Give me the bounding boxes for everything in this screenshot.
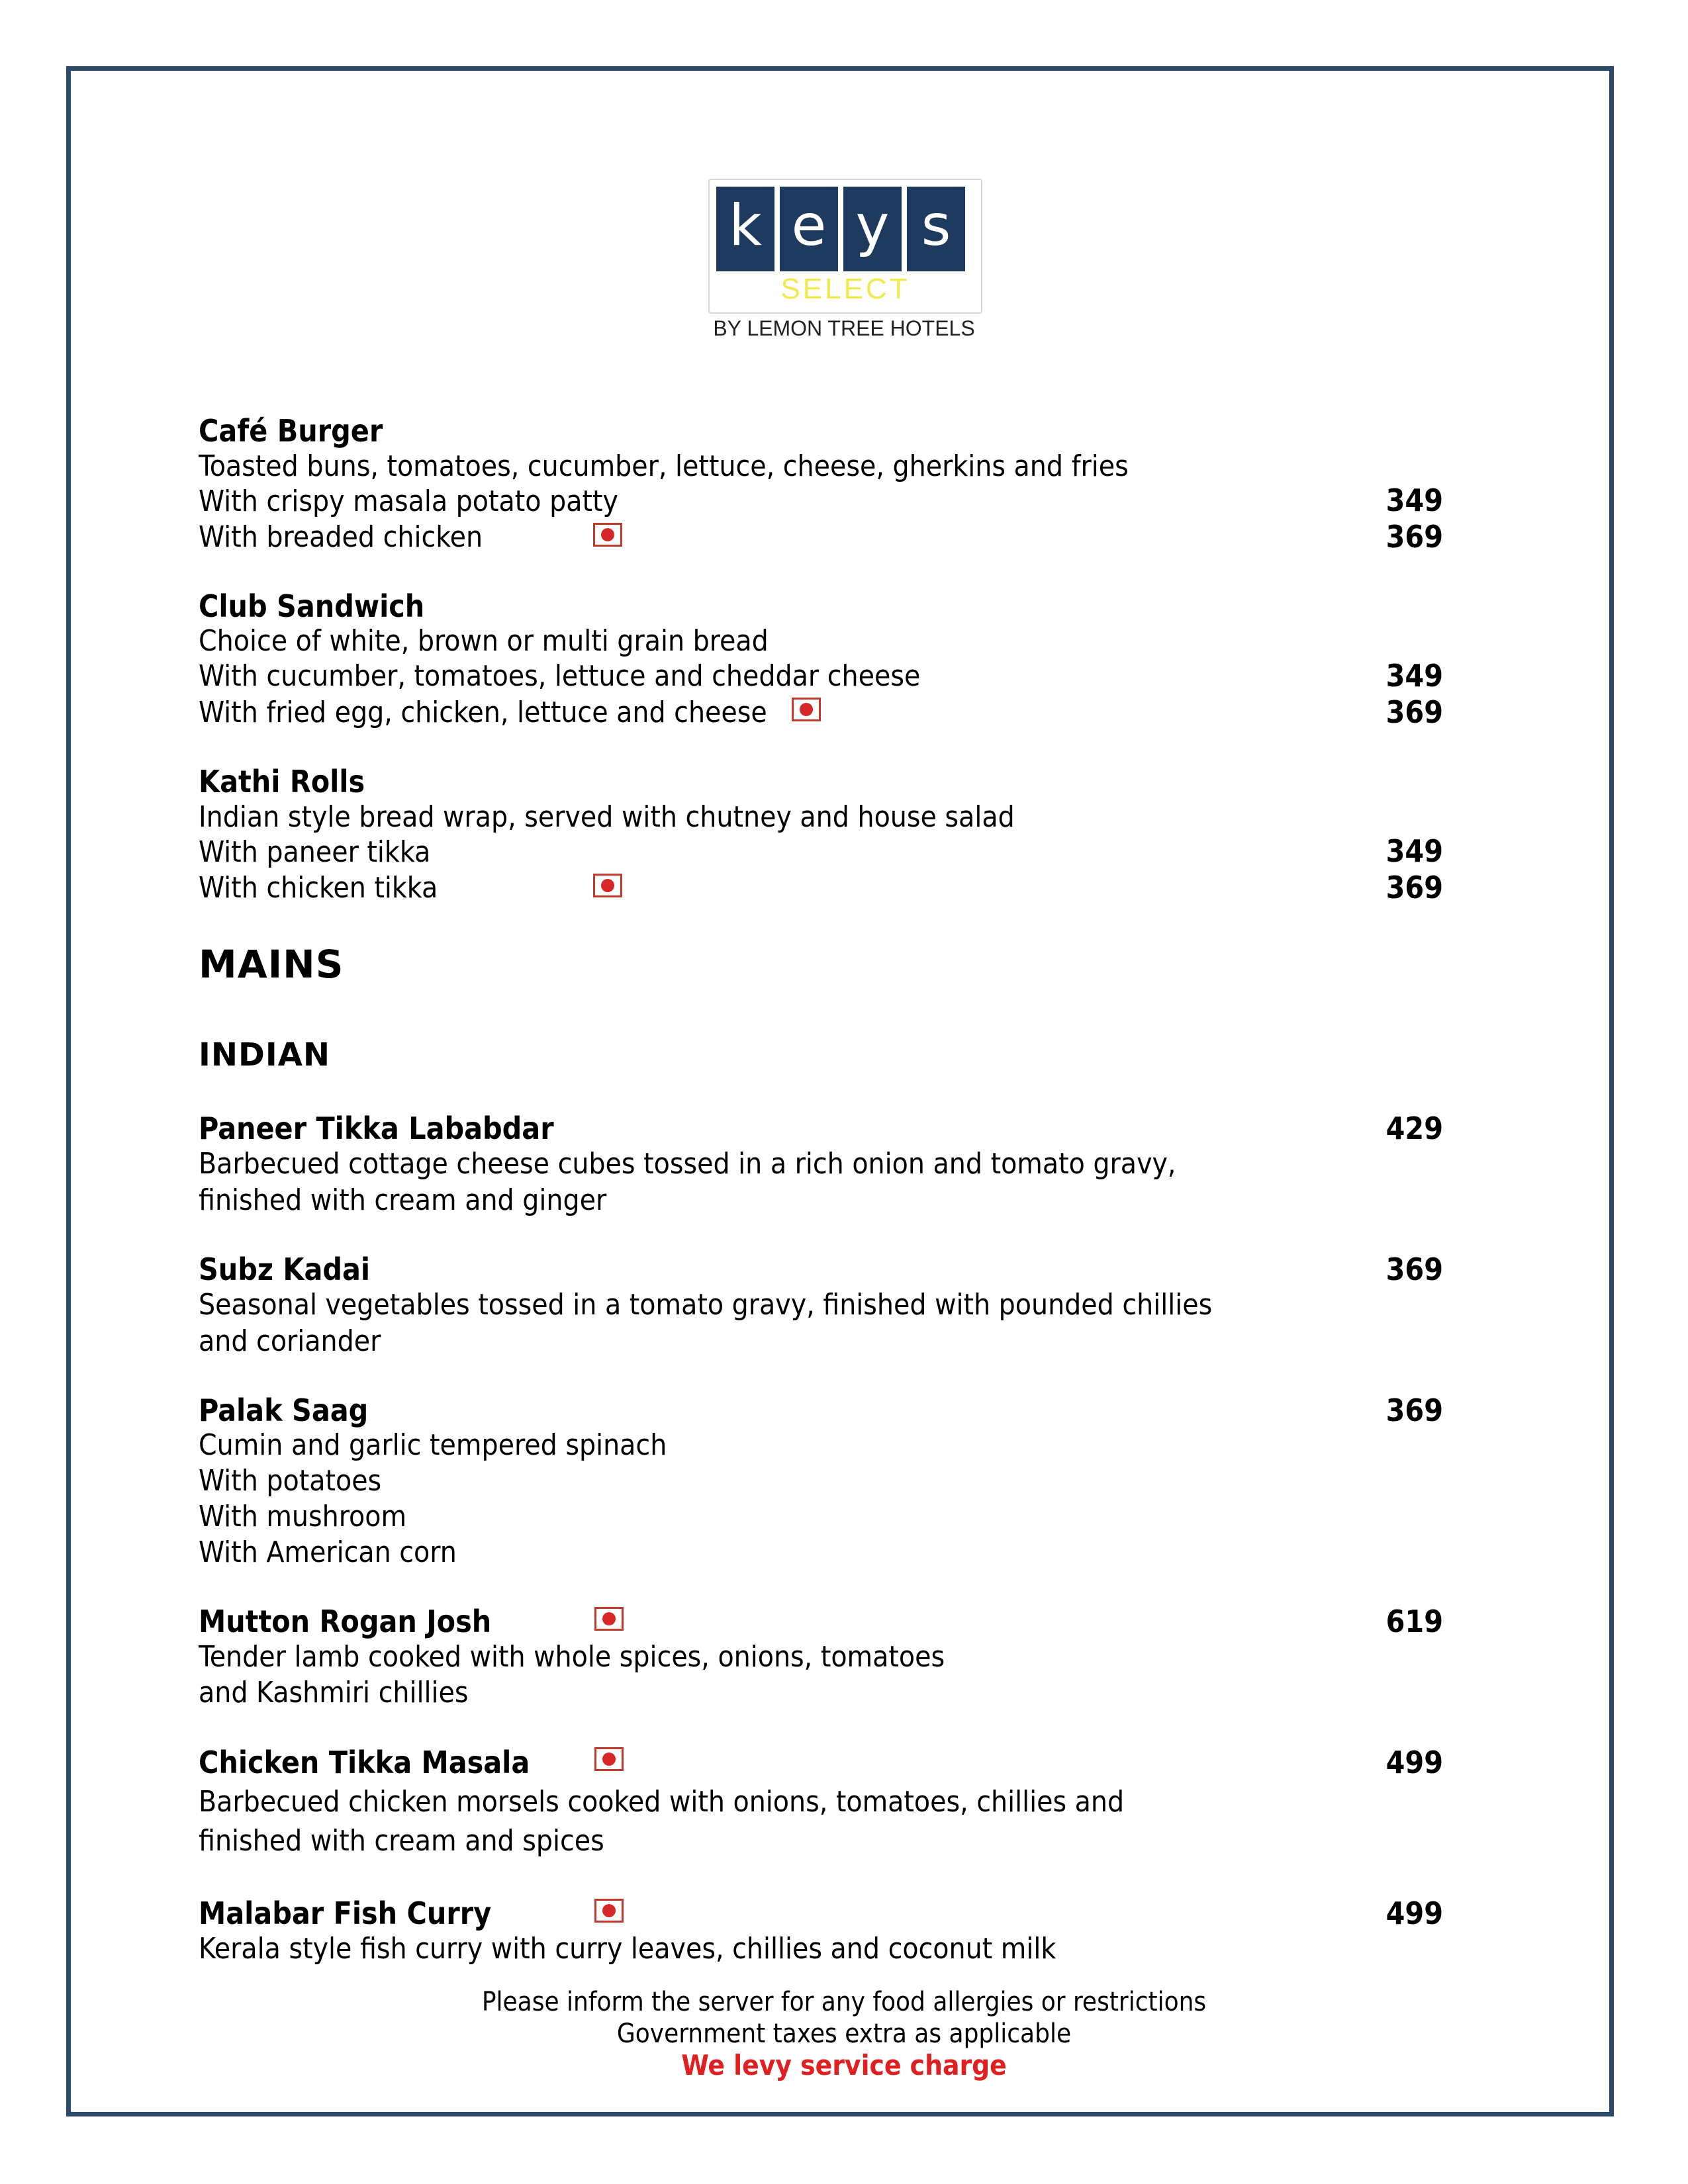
non-veg-icon <box>594 1899 624 1923</box>
item-name-chicken-tikka-masala: Chicken Tikka Masala <box>199 1745 530 1780</box>
item-name-club-sandwich: Club Sandwich <box>199 588 425 624</box>
item-price: 499 <box>1385 1745 1443 1780</box>
item-price: 369 <box>1385 694 1443 730</box>
item-desc: and coriander <box>199 1324 381 1358</box>
item-option: With mushroom <box>199 1500 407 1533</box>
item-price: 349 <box>1385 833 1443 869</box>
item-option: With breaded chicken <box>199 520 483 554</box>
item-desc: and Kashmiri chillies <box>199 1676 469 1709</box>
item-price: 349 <box>1385 482 1443 518</box>
item-name-malabar-fish-curry: Malabar Fish Curry <box>199 1895 492 1931</box>
item-price: 369 <box>1385 1392 1443 1428</box>
item-price: 369 <box>1385 519 1443 555</box>
logo-letter-k: k <box>716 187 774 271</box>
item-desc-club-sandwich: Choice of white, brown or multi grain bread <box>199 624 769 658</box>
non-veg-icon <box>594 1607 624 1631</box>
logo-subtitle: BY LEMON TREE HOTELS <box>713 316 975 340</box>
item-price: 499 <box>1385 1895 1443 1931</box>
footer-service-charge: We levy service charge <box>681 2049 1007 2081</box>
item-name-palak-saag: Palak Saag <box>199 1392 369 1428</box>
footer-allergy-note: Please inform the server for any food allergies or restrictions <box>481 1987 1207 2017</box>
item-option: With chicken tikka <box>199 871 438 905</box>
item-name-mutton-rogan-josh: Mutton Rogan Josh <box>199 1604 492 1639</box>
item-desc: Kerala style fish curry with curry leaves, chillies and coconut milk <box>199 1932 1056 1966</box>
logo-letter-e: e <box>780 187 838 271</box>
item-desc-kathi-rolls: Indian style bread wrap, served with chutney and house salad <box>199 800 1015 834</box>
item-desc: finished with cream and spices <box>199 1824 604 1858</box>
item-desc-cafe-burger: Toasted buns, tomatoes, cucumber, lettuce, cheese, gherkins and fries <box>199 449 1129 483</box>
item-name-subz-kadai: Subz Kadai <box>199 1251 371 1287</box>
item-option: With cucumber, tomatoes, lettuce and cheddar cheese <box>199 659 921 693</box>
non-veg-icon <box>593 874 622 897</box>
item-price: 619 <box>1385 1604 1443 1639</box>
section-heading-indian: INDIAN <box>199 1036 331 1073</box>
item-price: 369 <box>1385 870 1443 905</box>
item-option: With paneer tikka <box>199 835 431 869</box>
item-price: 369 <box>1385 1251 1443 1287</box>
logo-tiles <box>716 187 965 271</box>
section-heading-mains: MAINS <box>199 942 344 987</box>
logo-select-text: SELECT <box>780 273 910 305</box>
item-desc: Barbecued chicken morsels cooked with onions, tomatoes, chillies and <box>199 1785 1125 1819</box>
footer-tax-note: Government taxes extra as applicable <box>616 2019 1072 2049</box>
item-desc: finished with cream and ginger <box>199 1183 607 1217</box>
non-veg-icon <box>593 523 622 547</box>
item-option: With fried egg, chicken, lettuce and cheese <box>199 696 767 729</box>
item-desc: Tender lamb cooked with whole spices, onions, tomatoes <box>199 1640 945 1674</box>
item-option: With crispy masala potato patty <box>199 484 618 518</box>
item-name-cafe-burger: Café Burger <box>199 413 383 449</box>
item-price: 429 <box>1385 1111 1443 1146</box>
item-desc: Seasonal vegetables tossed in a tomato gravy, finished with pounded chillies <box>199 1288 1213 1322</box>
non-veg-icon <box>792 698 821 721</box>
item-option: With American corn <box>199 1535 457 1569</box>
item-name-paneer-tikka-lababdar: Paneer Tikka Lababdar <box>199 1111 554 1146</box>
item-name-kathi-rolls: Kathi Rolls <box>199 764 365 799</box>
logo-letter-y: y <box>843 187 902 271</box>
item-desc: Barbecued cottage cheese cubes tossed in a rich onion and tomato gravy, <box>199 1147 1176 1181</box>
item-price: 349 <box>1385 658 1443 694</box>
item-desc: Cumin and garlic tempered spinach <box>199 1428 667 1462</box>
non-veg-icon <box>594 1747 624 1771</box>
item-option: With potatoes <box>199 1464 382 1498</box>
keys-select-logo <box>708 179 982 314</box>
logo-letter-s: s <box>907 187 965 271</box>
